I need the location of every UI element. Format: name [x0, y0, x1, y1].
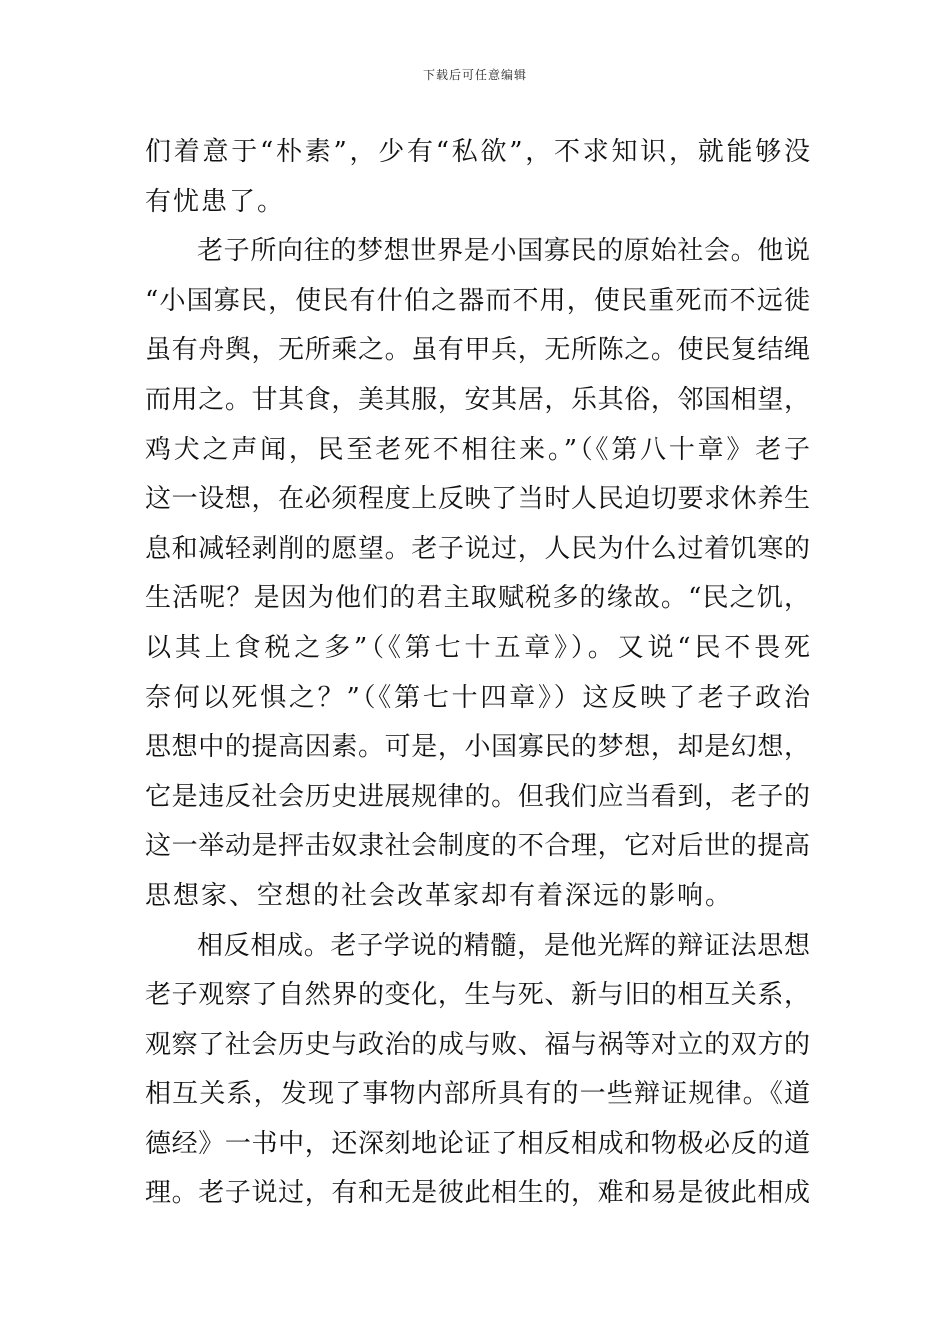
text-line: 老子所向往的梦想世界是小国寡民的原始社会。他说 [197, 236, 810, 267]
text-line: 虽有舟舆，无所乘之。虽有甲兵，无所陈之。使民复结绳 [145, 335, 810, 366]
text-line: 有忧患了。 [145, 186, 286, 217]
text-line: 这一举动是抨击奴隶社会制度的不合理，它对后世的提高 [145, 831, 810, 862]
text-line: 们着意于“朴素”，少有“私欲”，不求知识，就能够没 [145, 137, 810, 167]
text-line: 而用之。甘其食，美其服，安其居，乐其俗，邻国相望， [145, 384, 810, 415]
text-line: 它是违反社会历史进展规律的。但我们应当看到，老子的 [145, 781, 810, 812]
text-line: 相互关系，发现了事物内部所具有的一些辩证规律。《道 [145, 1079, 810, 1110]
text-line: 以其上食税之多”（《第七十五章》）。又说“民不畏死 [145, 632, 810, 663]
text-line: 相反相成。老子学说的精髓，是他光辉的辩证法思想 [197, 930, 810, 961]
paragraph-1 [145, 128, 810, 227]
body-text [145, 128, 810, 1219]
text-line: 奈何以死惧之？”（《第七十四章》）这反映了老子政治 [145, 682, 810, 713]
text-line: 息和减轻剥削的愿望。老子说过，人民为什么过着饥寒的 [145, 533, 810, 564]
text-line: 老子观察了自然界的变化，生与死、新与旧的相互关系， [145, 980, 810, 1011]
text-line: 这一设想，在必须程度上反映了当时人民迫切要求休养生 [145, 484, 810, 515]
text-line: 观察了社会历史与政治的成与败、福与祸等对立的双方的 [145, 1029, 810, 1060]
paragraph-3 [145, 922, 810, 1220]
text-line: 生活呢？是因为他们的君主取赋税多的缘故。“民之饥， [145, 583, 810, 614]
page-header: 下载后可任意编辑 [422, 68, 527, 82]
text-line: 思想家、空想的社会改革家却有着深远的影响。 [145, 880, 734, 911]
text-line: 思想中的提高因素。可是，小国寡民的梦想，却是幻想， [145, 732, 810, 763]
text-line: “小国寡民，使民有什伯之器而不用，使民重死而不远徙 [145, 285, 810, 316]
text-line: 德经》一书中，还深刻地论证了相反相成和物极必反的道 [145, 1128, 810, 1159]
text-line: 理。老子说过，有和无是彼此相生的，难和易是彼此相成 [145, 1178, 810, 1209]
paragraph-2 [145, 227, 810, 921]
text-line: 鸡犬之声闻，民至老死不相往来。”（《第八十章》老子 [145, 434, 810, 465]
